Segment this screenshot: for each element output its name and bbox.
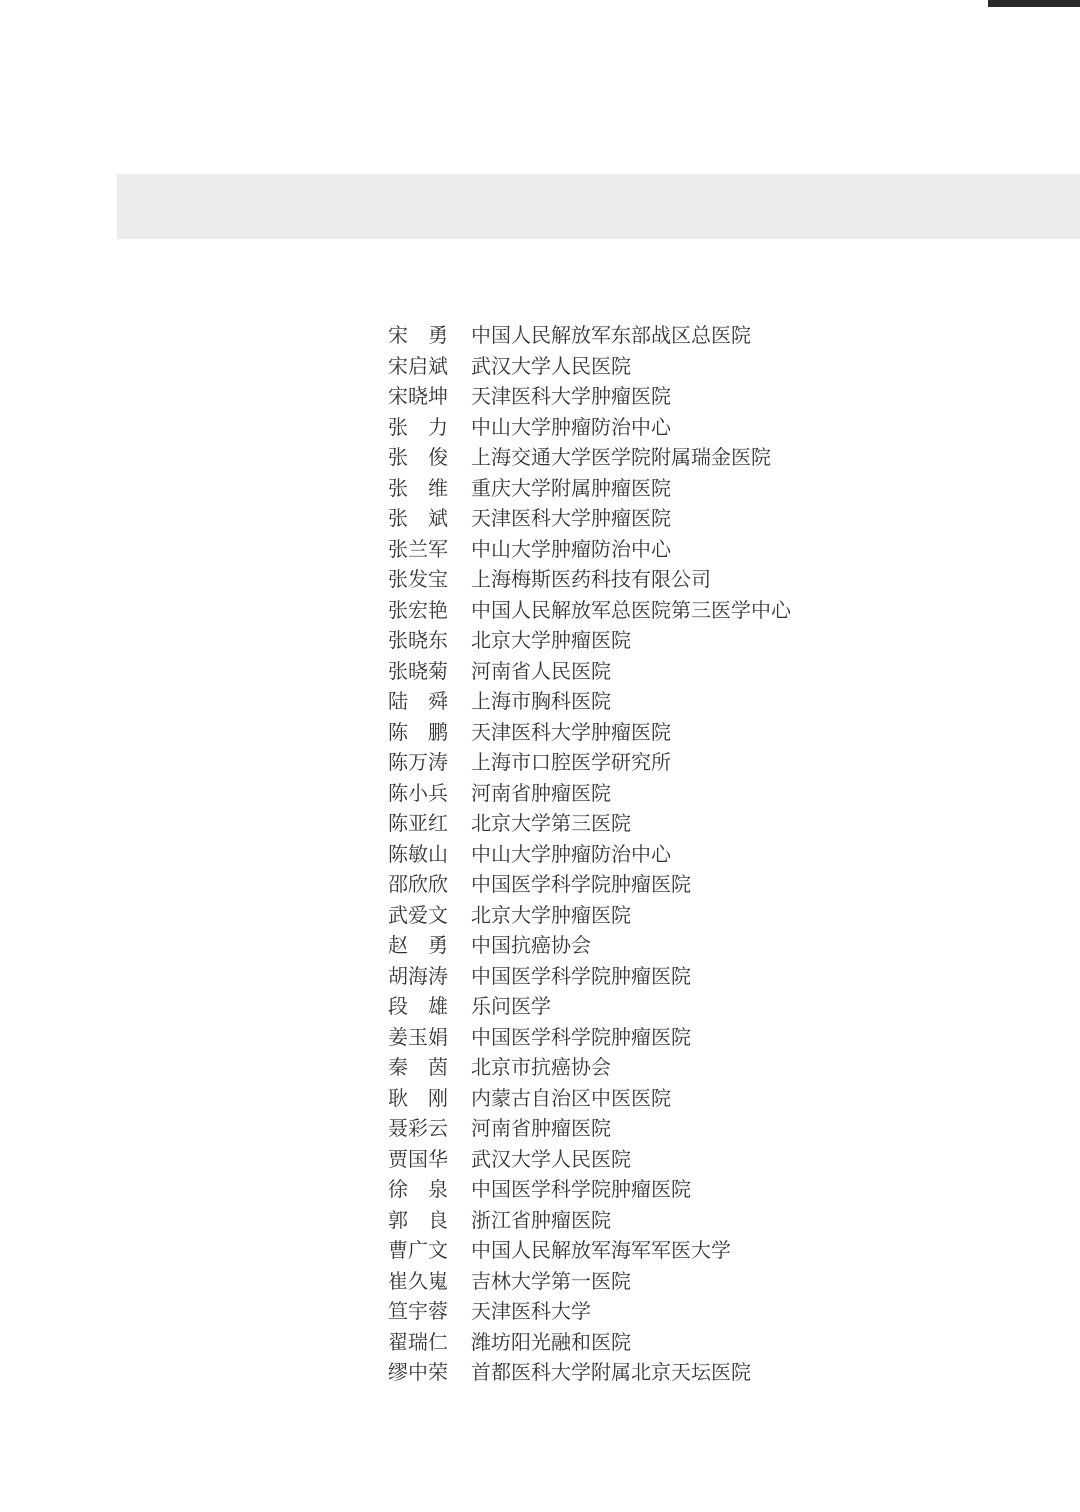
member-row: [388, 747, 791, 778]
member-row: [388, 656, 791, 687]
member-organization: 上海梅斯医药科技有限公司: [471, 567, 711, 591]
member-row: [388, 717, 791, 748]
member-row: [388, 930, 791, 961]
member-row: [388, 900, 791, 931]
member-organization: 中国抗癌协会: [471, 933, 591, 957]
member-name: 武爱文: [388, 902, 448, 927]
member-name: 缪中荣: [388, 1360, 448, 1384]
member-name: 耿刚: [388, 1085, 468, 1110]
member-row: [388, 808, 791, 839]
member-organization: 上海交通大学医学院附属瑞金医院: [471, 445, 771, 469]
member-row: [388, 1266, 791, 1297]
member-row: [388, 503, 791, 534]
member-name: 曹广文: [388, 1238, 448, 1262]
member-name: 张宏艳: [388, 597, 448, 622]
member-name: 张俊: [388, 445, 468, 469]
member-name: 郭良: [388, 1207, 468, 1232]
member-organization: 武汉大学人民医院: [471, 353, 631, 378]
member-organization: 天津医科大学肿瘤医院: [471, 384, 671, 408]
member-row: [388, 320, 791, 351]
member-name: 张维: [388, 475, 468, 500]
member-name: 贾国华: [388, 1146, 448, 1171]
member-organization: 天津医科大学肿瘤医院: [471, 719, 671, 744]
member-row: [388, 839, 791, 870]
member-row: [388, 412, 791, 443]
member-name: 张力: [388, 414, 468, 439]
member-name: 张晓菊: [388, 658, 448, 683]
member-row: [388, 1144, 791, 1175]
header-band: [117, 174, 1080, 239]
member-name: 陈小兵: [388, 780, 448, 805]
member-organization: 北京大学肿瘤医院: [471, 902, 631, 927]
member-organization: 首都医科大学附属北京天坛医院: [471, 1360, 751, 1384]
member-organization: 北京大学第三医院: [471, 811, 631, 835]
member-row: [388, 564, 791, 595]
member-name: 胡海涛: [388, 963, 448, 988]
member-name: 翟瑞仁: [388, 1329, 448, 1354]
member-name: 陆舜: [388, 689, 468, 713]
member-organization: 中国医学科学院肿瘤医院: [471, 963, 691, 988]
member-row: [388, 381, 791, 412]
member-name: 秦茵: [388, 1055, 468, 1079]
member-row: [388, 1205, 791, 1236]
member-organization: 中国医学科学院肿瘤医院: [471, 1024, 691, 1049]
member-row: [388, 1083, 791, 1114]
member-organization: 中山大学肿瘤防治中心: [471, 414, 671, 439]
member-organization: 北京大学肿瘤医院: [471, 628, 631, 652]
member-name: 陈万涛: [388, 750, 448, 774]
member-row: [388, 625, 791, 656]
member-row: [388, 991, 791, 1022]
member-organization: 中国人民解放军海军军医大学: [471, 1238, 731, 1262]
member-organization: 中国人民解放军总医院第三医学中心: [471, 597, 791, 622]
member-row: [388, 1296, 791, 1327]
member-name: 张晓东: [388, 628, 448, 652]
member-name: 赵勇: [388, 933, 468, 957]
member-name: 崔久嵬: [388, 1268, 448, 1293]
member-name: 宋启斌: [388, 353, 448, 378]
member-list: [388, 320, 791, 1388]
member-organization: 中国医学科学院肿瘤医院: [471, 1177, 691, 1201]
member-organization: 上海市口腔医学研究所: [471, 750, 671, 774]
member-name: 徐泉: [388, 1177, 468, 1201]
member-organization: 上海市胸科医院: [471, 689, 611, 713]
member-row: [388, 351, 791, 382]
member-row: [388, 1052, 791, 1083]
member-organization: 中国医学科学院肿瘤医院: [471, 872, 691, 896]
member-row: [388, 1327, 791, 1358]
member-row: [388, 1022, 791, 1053]
member-row: [388, 686, 791, 717]
member-organization: 重庆大学附属肿瘤医院: [471, 475, 671, 500]
member-organization: 乐问医学: [471, 994, 551, 1018]
member-organization: 武汉大学人民医院: [471, 1146, 631, 1171]
member-organization: 中山大学肿瘤防治中心: [471, 536, 671, 561]
member-row: [388, 778, 791, 809]
member-name: 宋晓坤: [388, 384, 448, 408]
member-organization: 中国人民解放军东部战区总医院: [471, 323, 751, 347]
member-row: [388, 1357, 791, 1388]
member-row: [388, 473, 791, 504]
member-name: 张斌: [388, 506, 468, 530]
member-name: 邵欣欣: [388, 872, 448, 896]
member-row: [388, 869, 791, 900]
member-organization: 北京市抗癌协会: [471, 1055, 611, 1079]
member-name: 段雄: [388, 994, 468, 1018]
member-organization: 潍坊阳光融和医院: [471, 1329, 631, 1354]
member-name: 张发宝: [388, 567, 448, 591]
member-name: 聂彩云: [388, 1116, 448, 1140]
member-row: [388, 1113, 791, 1144]
member-name: 姜玉娟: [388, 1024, 448, 1049]
member-name: 陈敏山: [388, 841, 448, 866]
member-row: [388, 595, 791, 626]
member-row: [388, 1174, 791, 1205]
member-organization: 浙江省肿瘤医院: [471, 1207, 611, 1232]
member-organization: 天津医科大学肿瘤医院: [471, 506, 671, 530]
member-organization: 天津医科大学: [471, 1299, 591, 1323]
member-name: 宋勇: [388, 323, 468, 347]
member-organization: 河南省肿瘤医院: [471, 1116, 611, 1140]
member-organization: 内蒙古自治区中医医院: [471, 1085, 671, 1110]
member-name: 笪宇蓉: [388, 1299, 448, 1323]
member-name: 张兰军: [388, 536, 448, 561]
corner-tab: [988, 0, 1080, 7]
member-organization: 河南省人民医院: [471, 658, 611, 683]
member-row: [388, 961, 791, 992]
member-organization: 中山大学肿瘤防治中心: [471, 841, 671, 866]
member-name: 陈鹏: [388, 719, 468, 744]
member-name: 陈亚红: [388, 811, 448, 835]
member-row: [388, 1235, 791, 1266]
member-organization: 河南省肿瘤医院: [471, 780, 611, 805]
member-row: [388, 442, 791, 473]
member-organization: 吉林大学第一医院: [471, 1268, 631, 1293]
member-row: [388, 534, 791, 565]
